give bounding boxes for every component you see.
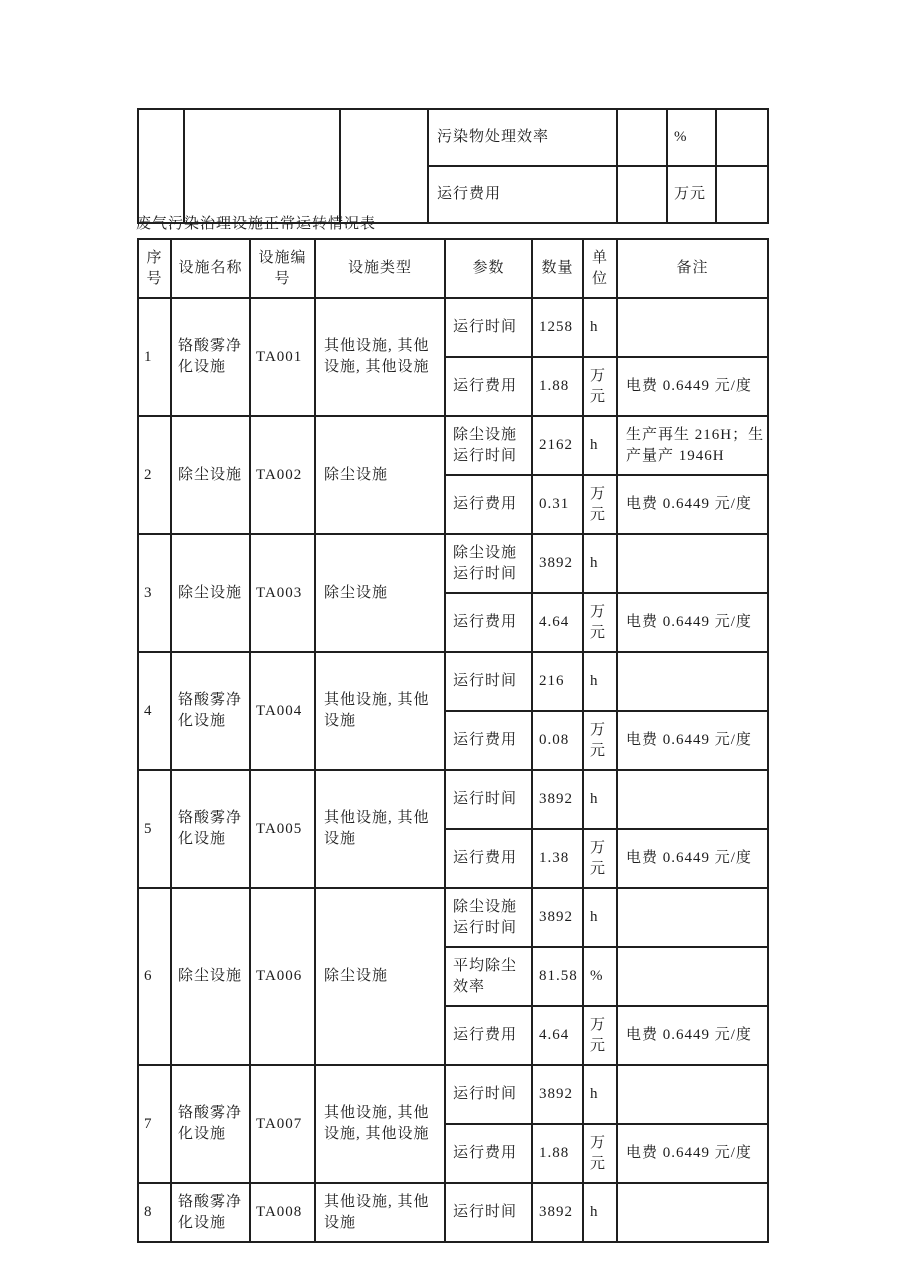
table-row: [138, 534, 768, 593]
param-cell: 污染物处理效率: [428, 109, 617, 166]
qty-cell: 3892: [532, 1065, 583, 1124]
unit-cell: h: [583, 770, 617, 829]
facility-code-cell: TA005: [250, 770, 315, 888]
table-row: [138, 652, 768, 711]
facility-type-cell: 其他设施, 其他设施: [315, 1183, 445, 1242]
seq-cell: 7: [138, 1065, 171, 1183]
param-cell: 运行时间: [445, 652, 532, 711]
facility-name-cell: 除尘设施: [171, 534, 250, 652]
header-facility-type: 设施类型: [315, 239, 445, 298]
unit-cell: h: [583, 1183, 617, 1242]
param-cell: 运行费用: [445, 357, 532, 416]
qty-cell: [617, 109, 667, 166]
param-cell: 平均除尘效率: [445, 947, 532, 1006]
qty-cell: 4.64: [532, 1006, 583, 1065]
unit-cell: h: [583, 416, 617, 475]
facility-name-cell: [184, 109, 340, 223]
remark-cell: 电费 0.6449 元/度: [617, 711, 768, 770]
remark-cell: 电费 0.6449 元/度: [617, 829, 768, 888]
qty-cell: 81.58: [532, 947, 583, 1006]
facility-code-cell: TA003: [250, 534, 315, 652]
facility-code-cell: TA006: [250, 888, 315, 1065]
facility-name-cell: 除尘设施: [171, 888, 250, 1065]
unit-cell: h: [583, 652, 617, 711]
facility-code-cell: TA004: [250, 652, 315, 770]
param-cell: 运行费用: [445, 593, 532, 652]
facility-name-cell: 铬酸雾净化设施: [171, 1183, 250, 1242]
facility-name-cell: 铬酸雾净化设施: [171, 298, 250, 416]
unit-cell: %: [667, 109, 716, 166]
param-cell: 运行时间: [445, 298, 532, 357]
remark-cell: [617, 1183, 768, 1242]
unit-cell: 万元: [667, 166, 716, 223]
param-cell: 除尘设施运行时间: [445, 534, 532, 593]
qty-cell: [617, 166, 667, 223]
remark-cell: 电费 0.6449 元/度: [617, 357, 768, 416]
seq-cell: 3: [138, 534, 171, 652]
qty-cell: 216: [532, 652, 583, 711]
unit-cell: 万元: [583, 475, 617, 534]
main-table: [137, 238, 769, 1243]
qty-cell: 0.31: [532, 475, 583, 534]
header-facility-name: 设施名称: [171, 239, 250, 298]
table-row: [138, 770, 768, 829]
seq-cell: 2: [138, 416, 171, 534]
qty-cell: 1.88: [532, 357, 583, 416]
remark-cell: [617, 534, 768, 593]
header-row: [138, 239, 768, 298]
remark-cell: [617, 888, 768, 947]
unit-cell: 万元: [583, 1006, 617, 1065]
qty-cell: 0.08: [532, 711, 583, 770]
unit-cell: 万元: [583, 1124, 617, 1183]
facility-type-cell: 除尘设施: [315, 888, 445, 1065]
previous-table-fragment: [137, 108, 769, 224]
unit-cell: h: [583, 888, 617, 947]
table-row: [138, 1065, 768, 1124]
remark-cell: [617, 652, 768, 711]
facility-name-cell: 除尘设施: [171, 416, 250, 534]
param-cell: 运行费用: [445, 829, 532, 888]
table-row: [138, 298, 768, 357]
unit-cell: %: [583, 947, 617, 1006]
param-cell: 运行时间: [445, 1065, 532, 1124]
facility-type-cell: 其他设施, 其他设施: [315, 770, 445, 888]
header-seq: 序号: [138, 239, 171, 298]
table-title: 废气污染治理设施正常运转情况表: [136, 216, 377, 232]
header-remark: 备注: [617, 239, 768, 298]
param-cell: 运行费用: [428, 166, 617, 223]
remark-cell: 电费 0.6449 元/度: [617, 475, 768, 534]
remark-cell: [617, 770, 768, 829]
remark-cell: 电费 0.6449 元/度: [617, 593, 768, 652]
remark-cell: [716, 109, 768, 166]
qty-cell: 3892: [532, 770, 583, 829]
facility-code-cell: TA007: [250, 1065, 315, 1183]
remark-cell: [617, 298, 768, 357]
param-cell: 运行费用: [445, 1006, 532, 1065]
qty-cell: 1258: [532, 298, 583, 357]
facility-type-cell: 除尘设施: [315, 534, 445, 652]
qty-cell: 1.88: [532, 1124, 583, 1183]
table-row: [138, 416, 768, 475]
remark-cell: 电费 0.6449 元/度: [617, 1006, 768, 1065]
seq-cell: 5: [138, 770, 171, 888]
qty-cell: 2162: [532, 416, 583, 475]
param-cell: 运行费用: [445, 1124, 532, 1183]
seq-cell: 4: [138, 652, 171, 770]
unit-cell: h: [583, 1065, 617, 1124]
header-quantity: 数量: [532, 239, 583, 298]
facility-type-cell: 其他设施, 其他设施, 其他设施: [315, 298, 445, 416]
facility-name-cell: 铬酸雾净化设施: [171, 652, 250, 770]
facility-code-cell: TA001: [250, 298, 315, 416]
table-row: [138, 888, 768, 947]
facility-type-cell: 除尘设施: [315, 416, 445, 534]
table-row: [138, 1183, 768, 1242]
qty-cell: 1.38: [532, 829, 583, 888]
table-row: [138, 109, 768, 166]
remark-cell: 电费 0.6449 元/度: [617, 1124, 768, 1183]
header-facility-code: 设施编号: [250, 239, 315, 298]
param-cell: 运行时间: [445, 770, 532, 829]
facility-type-cell: 其他设施, 其他设施: [315, 652, 445, 770]
facility-code-cell: TA002: [250, 416, 315, 534]
header-parameter: 参数: [445, 239, 532, 298]
seq-cell: 8: [138, 1183, 171, 1242]
facility-type-cell: 其他设施, 其他设施, 其他设施: [315, 1065, 445, 1183]
unit-cell: h: [583, 534, 617, 593]
seq-cell: [138, 109, 184, 223]
remark-cell: [716, 166, 768, 223]
param-cell: 运行费用: [445, 475, 532, 534]
param-cell: 运行费用: [445, 711, 532, 770]
qty-cell: 3892: [532, 534, 583, 593]
unit-cell: 万元: [583, 829, 617, 888]
remark-cell: 生产再生 216H；生产量产 1946H: [617, 416, 768, 475]
header-unit: 单位: [583, 239, 617, 298]
param-cell: 除尘设施运行时间: [445, 888, 532, 947]
param-cell: 除尘设施运行时间: [445, 416, 532, 475]
unit-cell: 万元: [583, 593, 617, 652]
qty-cell: 3892: [532, 888, 583, 947]
facility-code-cell: TA008: [250, 1183, 315, 1242]
param-cell: 运行时间: [445, 1183, 532, 1242]
unit-cell: 万元: [583, 711, 617, 770]
unit-cell: 万元: [583, 357, 617, 416]
qty-cell: 4.64: [532, 593, 583, 652]
unit-cell: h: [583, 298, 617, 357]
facility-name-cell: 铬酸雾净化设施: [171, 1065, 250, 1183]
seq-cell: 1: [138, 298, 171, 416]
facility-type-cell: [340, 109, 428, 223]
facility-name-cell: 铬酸雾净化设施: [171, 770, 250, 888]
qty-cell: 3892: [532, 1183, 583, 1242]
remark-cell: [617, 947, 768, 1006]
remark-cell: [617, 1065, 768, 1124]
seq-cell: 6: [138, 888, 171, 1065]
